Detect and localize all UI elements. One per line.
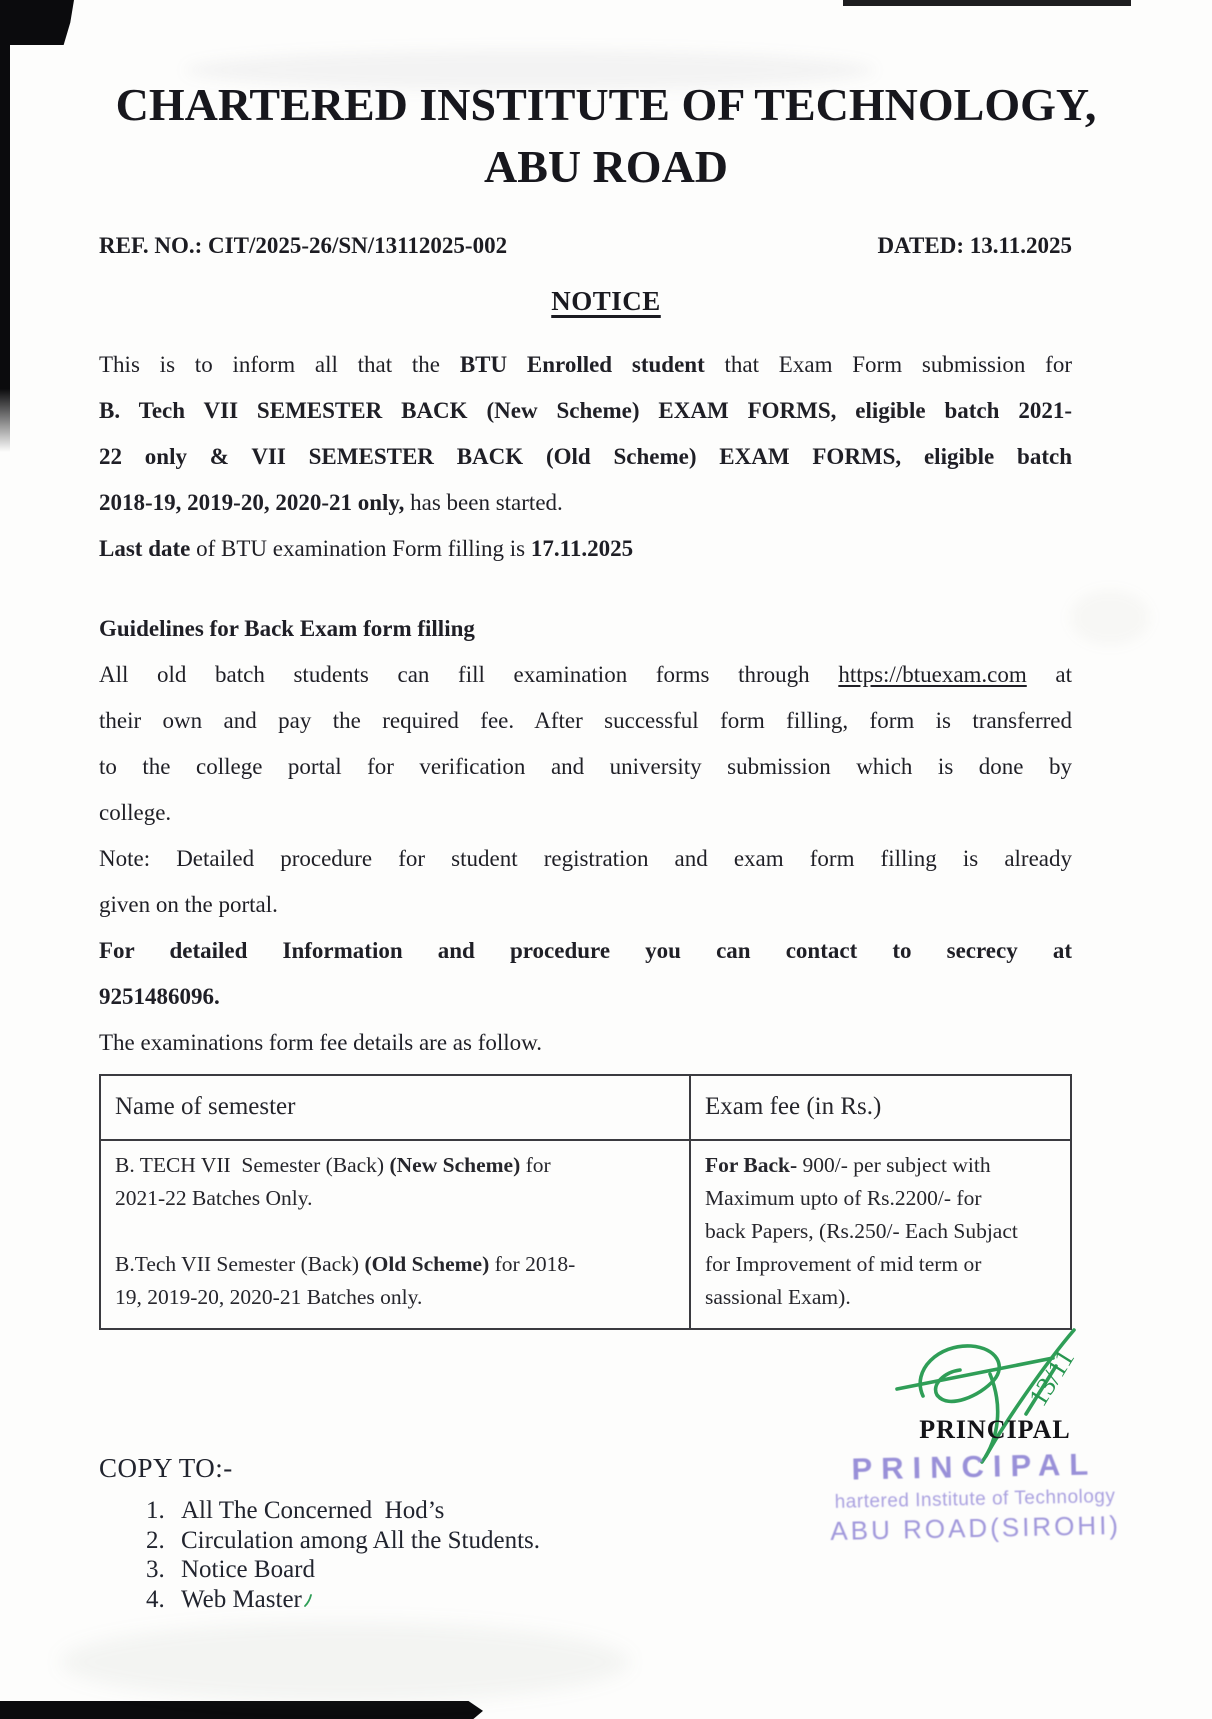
notice-body — [99, 342, 1072, 1330]
header-name-of-semester: Name of semester — [100, 1075, 690, 1140]
scan-artifact-top-left — [0, 0, 74, 45]
note-line: given on the portal. — [99, 892, 278, 917]
semester-line: 2021-22 Batches Only. — [115, 1186, 313, 1210]
scan-artifact-bottom-edge — [0, 1701, 483, 1719]
institute-title-line1: CHARTERED INSTITUTE OF TECHNOLOGY, — [115, 79, 1097, 130]
dated-label: DATED: 13.11.2025 — [877, 233, 1072, 258]
notice-heading: NOTICE — [551, 286, 661, 316]
scan-artifact-top-edge — [843, 0, 1131, 6]
fee-cell — [690, 1140, 1071, 1329]
reference-row — [99, 233, 1072, 259]
semester-line: B. TECH VII Semester (Back) (New Scheme) for — [115, 1153, 551, 1177]
fee-table-header-row — [100, 1075, 1071, 1140]
paragraph-line: 2018-19, 2019-20, 2020-21 only, has been started. — [99, 490, 563, 515]
copy-to-list — [99, 1496, 540, 1614]
paragraph-line: All old batch students can fill examination forms through https://btuexam.com at — [99, 662, 1072, 687]
principal-signature-icon — [893, 1322, 1138, 1467]
intro-paragraph — [99, 342, 1072, 572]
principal-label: PRINCIPAL — [919, 1415, 1071, 1444]
scan-artifact-left-edge — [0, 0, 10, 452]
paragraph-line: This is to inform all that the BTU Enrolled student that Exam Form submission for — [99, 352, 1073, 377]
last-date-line: Last date of BTU examination Form filling is 17.11.2025 — [99, 536, 634, 561]
stamp-institute-text: hartered Institute of Technology — [834, 1486, 1116, 1513]
fee-table-row — [100, 1140, 1071, 1329]
paragraph-line: 22 only & VII SEMESTER BACK (Old Scheme) EXAM FORMS, eligible batch — [99, 444, 1072, 469]
stamp-location-text: ABU ROAD(SIROHI) — [830, 1509, 1122, 1547]
scan-smudge — [1070, 590, 1150, 645]
guidelines-heading: Guidelines for Back Exam form filling — [99, 616, 475, 641]
copy-to-item: 2. Circulation among All the Students. — [171, 1526, 540, 1556]
copy-to-item: 3. Notice Board — [171, 1555, 540, 1585]
ref-number: REF. NO.: CIT/2025-26/SN/13112025-002 — [99, 233, 508, 258]
semester-line: 19, 2019-20, 2020-21 Batches only. — [115, 1285, 423, 1309]
copy-to-heading: COPY TO:- — [99, 1453, 233, 1483]
semester-cell — [100, 1140, 690, 1329]
fee-line: for Improvement of mid term or — [705, 1252, 982, 1276]
paragraph-line: their own and pay the required fee. After successful form filling, form is transferred — [99, 708, 1072, 733]
blank-line — [115, 1215, 675, 1248]
contact-phone-line: 9251486096. — [99, 984, 220, 1009]
fee-line: For Back- 900/- per subject with — [705, 1153, 991, 1177]
btuexam-link[interactable]: https://btuexam.com — [838, 662, 1027, 687]
fee-line: back Papers, (Rs.250/- Each Subjact — [705, 1219, 1018, 1243]
institute-title-line2: ABU ROAD — [483, 141, 729, 192]
copy-to-item: 4. Web Master — [171, 1585, 540, 1615]
paragraph-line: college. — [99, 800, 172, 825]
contact-line: For detailed Information and procedure you can contact to secrecy at — [99, 938, 1072, 963]
fee-intro-line: The examinations form fee details are as follow. — [99, 1030, 543, 1055]
fee-line: Maximum upto of Rs.2200/- for — [705, 1186, 982, 1210]
paragraph-line: B. Tech VII SEMESTER BACK (New Scheme) EXAM FORMS, eligible batch 2021- — [99, 398, 1072, 423]
guidelines-paragraph — [99, 652, 1072, 1066]
paragraph-line: to the college portal for verification and university submission which is done by — [99, 754, 1072, 779]
copy-to-item: 1. All The Concerned Hod’s — [171, 1496, 540, 1526]
principal-stamp — [809, 1446, 1141, 1548]
copy-to-section — [99, 1453, 540, 1614]
institute-title — [0, 74, 1212, 198]
fee-table — [99, 1074, 1072, 1330]
fee-line: sassional Exam). — [705, 1285, 851, 1309]
note-line: Note: Detailed procedure for student registration and exam form filling is already — [99, 846, 1072, 871]
header-exam-fee: Exam fee (in Rs.) — [690, 1075, 1071, 1140]
signature-date: 13/11 — [1022, 1343, 1081, 1412]
stamp-principal-text: PRINCIPAL — [851, 1446, 1098, 1487]
green-tick-mark — [303, 1593, 313, 1607]
scan-smudge — [60, 1622, 630, 1702]
semester-line: B.Tech VII Semester (Back) (Old Scheme) for 2018- — [115, 1252, 576, 1276]
